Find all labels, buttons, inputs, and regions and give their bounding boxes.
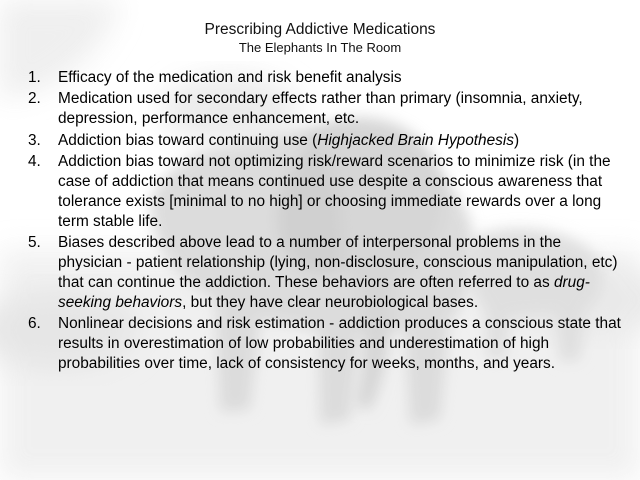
item-number: 1.: [28, 69, 41, 86]
numbered-list: [28, 68, 626, 376]
item-number: 3.: [28, 131, 41, 149]
list-item: [28, 131, 626, 151]
slide-subtitle: The Elephants In The Room: [238, 40, 402, 55]
item-text-emphasis: Highjacked Brain Hypothesis: [317, 131, 514, 149]
item-number: 4.: [28, 153, 41, 171]
list-item: [28, 233, 626, 313]
item-number: 2.: [28, 90, 41, 108]
item-text-start: Addiction bias toward continuing use (: [58, 131, 318, 149]
item-text-emphasis: drug-seeking behaviors: [58, 274, 590, 311]
list-item: [28, 68, 626, 88]
item-number: 6.: [28, 315, 41, 333]
item-text: Efficacy of the medication and risk benefit analysis: [58, 69, 402, 86]
item-text-end: ): [514, 131, 520, 149]
item-text: Addiction bias toward not optimizing risk/reward scenarios to minimize risk (in the case of addiction that means continued use despite a conscious awareness that tolerance exists [minimal to no high] or choosing immediate rewards over a long term stable life.: [58, 153, 611, 230]
list-item: [28, 314, 626, 374]
item-text-end: , but they have clear neurobiological bases.: [182, 293, 479, 311]
item-text: Nonlinear decisions and risk estimation - addiction produces a conscious state that results in overestimation of low probabilities and underestimation of high probabilities over time, lack of consistency for weeks, months, and years.: [58, 315, 621, 373]
list-item: [28, 89, 626, 129]
item-text: Medication used for secondary effects rather than primary (insomnia, anxiety, depression, performance enhancement, etc.: [58, 90, 583, 128]
item-number: 5.: [28, 234, 41, 252]
item-text-start: Biases described above lead to a number of interpersonal problems in the physician - patient relationship (lying, non-disclosure, conscious manipulation, etc) that can continue the addiction. These behaviors are often referred to as: [58, 234, 618, 292]
list-item: [28, 152, 626, 232]
slide-header: [0, 20, 640, 56]
slide-title: Prescribing Addictive Medications: [204, 21, 436, 38]
